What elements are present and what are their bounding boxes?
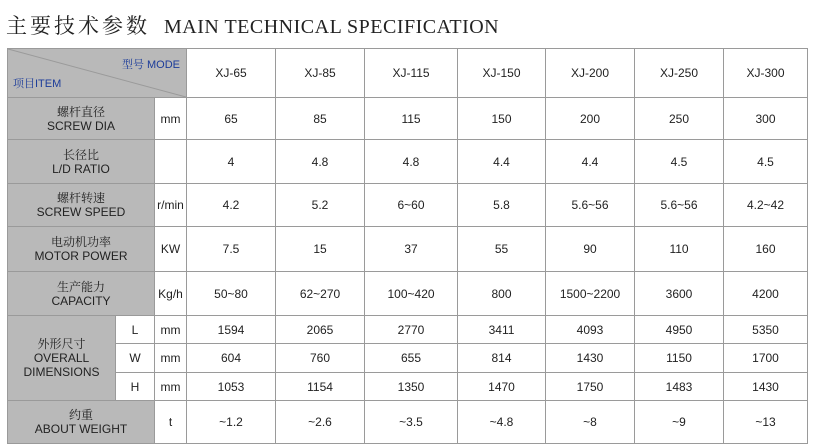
row-label-en: DIMENSIONS — [23, 365, 100, 379]
value-cell: 4.2 — [187, 184, 276, 227]
table-row-dimension-l — [8, 316, 808, 344]
model-header: XJ-300 — [724, 49, 808, 98]
value-cell: 150 — [458, 98, 546, 140]
row-label-en: ABOUT WEIGHT — [34, 422, 128, 436]
dimension-sub-label: L — [116, 316, 155, 344]
value-cell: 160 — [724, 227, 808, 272]
row-label-en: MOTOR POWER — [34, 249, 128, 263]
value-cell: 300 — [724, 98, 808, 140]
unit-cell: KW — [155, 227, 187, 272]
table-row-dimension-h — [8, 373, 808, 401]
table-row-dimension-w — [8, 344, 808, 373]
value-cell: ~8 — [546, 401, 635, 444]
dimension-sub-label: W — [116, 344, 155, 373]
value-cell: 2770 — [365, 316, 458, 344]
value-cell: 760 — [276, 344, 365, 373]
value-cell: 800 — [458, 272, 546, 316]
row-label-cn: 螺杆转速 — [56, 191, 105, 205]
value-cell: 4.5 — [635, 140, 724, 184]
value-cell: 4093 — [546, 316, 635, 344]
value-cell: 5.2 — [276, 184, 365, 227]
table-row-screw-speed — [8, 184, 808, 227]
table-header-row — [8, 49, 808, 98]
value-cell: 62~270 — [276, 272, 365, 316]
row-label-motor-power — [8, 227, 155, 272]
row-label-capacity — [8, 272, 155, 316]
value-cell: 90 — [546, 227, 635, 272]
row-label-cn: 螺杆直径 — [56, 104, 105, 119]
model-header: XJ-250 — [635, 49, 724, 98]
spec-table — [7, 48, 808, 444]
unit-cell: mm — [155, 373, 187, 401]
value-cell: 100~420 — [365, 272, 458, 316]
value-cell: 5.8 — [458, 184, 546, 227]
model-header: XJ-150 — [458, 49, 546, 98]
model-header: XJ-200 — [546, 49, 635, 98]
value-cell: 4 — [187, 140, 276, 184]
value-cell: 1483 — [635, 373, 724, 401]
unit-cell — [155, 140, 187, 184]
value-cell: 1053 — [187, 373, 276, 401]
value-cell: ~3.5 — [365, 401, 458, 444]
value-cell: 4200 — [724, 272, 808, 316]
value-cell: 5.6~56 — [546, 184, 635, 227]
dimension-sub-label: H — [116, 373, 155, 401]
row-label-weight — [8, 401, 155, 444]
value-cell: 4950 — [635, 316, 724, 344]
value-cell: 814 — [458, 344, 546, 373]
unit-cell: mm — [155, 316, 187, 344]
row-label-screw-speed — [8, 184, 155, 227]
value-cell: 6~60 — [365, 184, 458, 227]
value-cell: ~2.6 — [276, 401, 365, 444]
value-cell: 65 — [187, 98, 276, 140]
row-label-cn: 长径比 — [62, 147, 99, 162]
value-cell: 655 — [365, 344, 458, 373]
value-cell: ~1.2 — [187, 401, 276, 444]
value-cell: 110 — [635, 227, 724, 272]
value-cell: 1594 — [187, 316, 276, 344]
model-header: XJ-85 — [276, 49, 365, 98]
value-cell: 1700 — [724, 344, 808, 373]
row-label-ld-ratio — [8, 140, 155, 184]
value-cell: 5.6~56 — [635, 184, 724, 227]
value-cell: 1500~2200 — [546, 272, 635, 316]
row-label-screw-dia — [8, 98, 155, 140]
row-label-en: CAPACITY — [51, 293, 111, 308]
value-cell: 2065 — [276, 316, 365, 344]
title-english: MAIN TECHNICAL SPECIFICATION — [164, 16, 500, 38]
table-row-motor-power — [8, 227, 808, 272]
value-cell: ~4.8 — [458, 401, 546, 444]
value-cell: 3411 — [458, 316, 546, 344]
header-mode-label: 型号 MODE — [121, 59, 181, 71]
unit-cell: mm — [155, 344, 187, 373]
model-header: XJ-115 — [365, 49, 458, 98]
value-cell: 4.4 — [458, 140, 546, 184]
row-label-cn: 生产能力 — [56, 279, 105, 294]
value-cell: 200 — [546, 98, 635, 140]
table-row-capacity — [8, 272, 808, 316]
value-cell: 15 — [276, 227, 365, 272]
row-label-cn: 约重 — [68, 408, 93, 422]
value-cell: 1430 — [546, 344, 635, 373]
value-cell: 3600 — [635, 272, 724, 316]
model-header: XJ-65 — [187, 49, 276, 98]
table-row-ld-ratio — [8, 140, 808, 184]
title-chinese: 主要技术参数 — [6, 14, 150, 38]
value-cell: 4.8 — [365, 140, 458, 184]
value-cell: 5350 — [724, 316, 808, 344]
table-row-screw-dia — [8, 98, 808, 140]
row-label-en: SCREW SPEED — [36, 205, 126, 219]
value-cell: 4.8 — [276, 140, 365, 184]
corner-cell — [8, 49, 187, 98]
value-cell: 4.4 — [546, 140, 635, 184]
value-cell: ~13 — [724, 401, 808, 444]
value-cell: 85 — [276, 98, 365, 140]
value-cell: 1470 — [458, 373, 546, 401]
value-cell: 1750 — [546, 373, 635, 401]
unit-cell: Kg/h — [155, 272, 187, 316]
value-cell: 50~80 — [187, 272, 276, 316]
value-cell: 4.5 — [724, 140, 808, 184]
value-cell: 7.5 — [187, 227, 276, 272]
value-cell: 1150 — [635, 344, 724, 373]
value-cell: 37 — [365, 227, 458, 272]
row-label-en: OVERALL — [33, 351, 90, 365]
unit-cell: mm — [155, 98, 187, 140]
header-item-label: 项目ITEM — [13, 78, 62, 90]
value-cell: 1154 — [276, 373, 365, 401]
row-label-en: L/D RATIO — [52, 161, 110, 176]
value-cell: ~9 — [635, 401, 724, 444]
row-label-en: SCREW DIA — [46, 118, 115, 133]
row-label-dimensions — [8, 316, 116, 401]
row-label-cn: 电动机功率 — [50, 235, 111, 249]
page-title — [6, 10, 499, 42]
row-label-cn: 外形尺寸 — [37, 337, 86, 351]
value-cell: 1350 — [365, 373, 458, 401]
value-cell: 115 — [365, 98, 458, 140]
unit-cell: t — [155, 401, 187, 444]
value-cell: 55 — [458, 227, 546, 272]
table-row-weight — [8, 401, 808, 444]
value-cell: 604 — [187, 344, 276, 373]
value-cell: 250 — [635, 98, 724, 140]
value-cell: 1430 — [724, 373, 808, 401]
value-cell: 4.2~42 — [724, 184, 808, 227]
unit-cell: r/min — [155, 184, 187, 227]
